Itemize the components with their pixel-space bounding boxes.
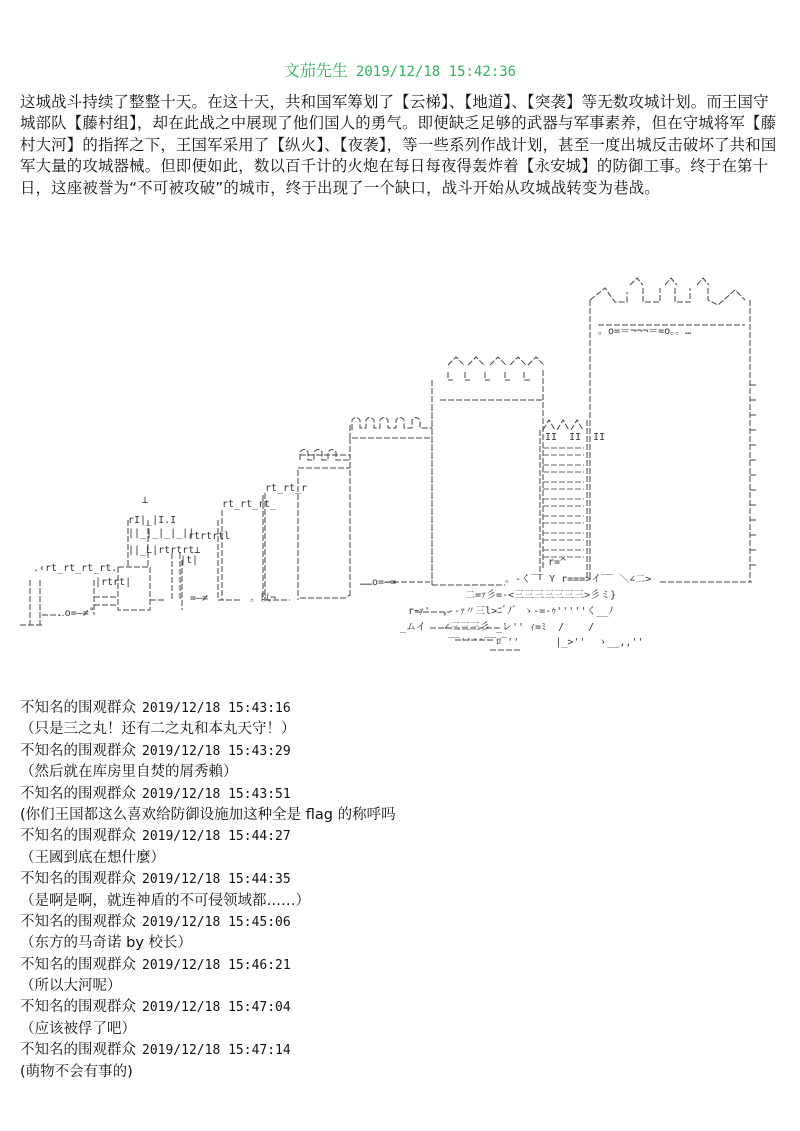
post-author: 文茄先生	[283, 61, 348, 80]
art-label: 。以¬	[250, 593, 277, 604]
comment-timestamp: 2019/12/18 15:44:27	[142, 829, 291, 845]
art-label: ||_|_|_|_||	[128, 528, 195, 539]
comment-timestamp: 2019/12/18 15:43:29	[142, 743, 291, 759]
comment-text: （应该被俘了吧）	[20, 1020, 136, 1037]
comment-user: 不知名的围观群众	[20, 700, 136, 716]
art-label: 。-く‾‾ Y r===>イ‾‾ ＼∠二>	[505, 574, 652, 585]
art-label: rI|_|I.I	[128, 515, 177, 526]
art-label: rt_rt_r	[265, 483, 308, 494]
comment-user: 不知名的围观群众	[20, 1042, 136, 1059]
comment-user: 不知名的围观群众	[20, 828, 136, 845]
comment-timestamp: 2019/12/18 15:43:16	[142, 701, 291, 716]
comment-text: （王國到底在想什麼）	[20, 849, 165, 866]
post-timestamp: 2019/12/18 15:42:36	[355, 64, 517, 80]
comment-item	[20, 1040, 780, 1083]
art-label: 二=ｧ彡=-<三三三三三三三>彡ミ}	[465, 590, 617, 601]
comment-user: 不知名的围观群众	[20, 913, 136, 930]
art-label: |rtrt|	[95, 577, 132, 588]
comment-text: (你们王国都这么喜欢给防御设施加这种全是 flag 的称呼吗	[20, 806, 396, 823]
comment-item	[20, 741, 780, 784]
comment-item	[20, 826, 780, 869]
comment-user: 不知名的围观群众	[20, 785, 136, 802]
art-label: ⊥	[142, 495, 149, 506]
comment-text: (萌物不会有事的)	[20, 1063, 133, 1080]
comment-timestamp: 2019/12/18 15:44:35	[142, 872, 291, 888]
art-label: =―≠	[190, 593, 209, 604]
art-label: rtrtrtl	[188, 531, 231, 542]
art-label: ||_L|rtrtrt⊥	[128, 545, 201, 556]
art-label: r=^	[548, 557, 567, 568]
art-label: rｰｧ' ,-‐ｧ〃三l>ﾆﾞﾉﾞ ゝ-=-ｩ'''''く__ﾉ	[408, 606, 614, 617]
comment-text: （是啊是啊，就连神盾的不可侵领域都……）	[20, 892, 310, 909]
comment-user: 不知名的围观群众	[20, 956, 136, 973]
art-label: ‾‾''''‾‾ﾛ‾'' |_>'' ゝ__,,''	[448, 637, 644, 648]
comment-user: 不知名的围观群众	[20, 742, 136, 759]
comment-item	[20, 912, 780, 955]
art-label: rt_rt_rt_	[222, 499, 277, 510]
post-header	[0, 58, 800, 81]
comment-text: （只是三之丸！还有二之丸和本丸天守！）	[20, 721, 296, 738]
art-label: _ムイ ∠三三三彡 _レ'' ｨ=ﾐ / /	[400, 622, 595, 633]
comment-item	[20, 997, 780, 1040]
comment-item	[20, 869, 780, 912]
comment-text: （东方的马奇诺 by 校长）	[20, 935, 193, 952]
comment-text: （所以大河呢）	[20, 978, 122, 995]
castle-ascii-art	[0, 270, 800, 690]
art-label: .‹rt_rt_rt_rt.	[33, 563, 118, 574]
post-body: 这城战斗持续了整整十天。在这十天，共和国军筹划了【云梯】、【地道】、【突袭】等无数攻城计划。而王国守城部队【藤村组】，却在此战之中展现了他们国人的勇气。即便缺乏足够的武器与军事素养，但在守城将军【藤村大河】的指挥之下，王国军采用了【纵火】、【夜袭】，等一些系列作战计划，甚至一度出城反击破坏了共和国军大量的攻城器械。但即便如此，数以百千计的火炮在每日每夜得轰炸着【永安城】的防御工事。终于在第十日，这座被誉为“不可被攻破”的城市，终于出现了一个缺口，战斗开始从攻城战转变为巷战。	[20, 93, 777, 197]
art-label: ……o=―=	[360, 577, 397, 588]
comment-user: 不知名的围观群众	[20, 999, 136, 1016]
comment-item	[20, 698, 780, 741]
comment-list	[20, 698, 780, 1083]
art-label: |t|	[180, 555, 199, 566]
art-label: II II II	[545, 432, 606, 443]
comment-timestamp: 2019/12/18 15:46:21	[142, 957, 291, 973]
comment-timestamp: 2019/12/18 15:45:06	[142, 914, 291, 930]
comment-item	[20, 784, 780, 827]
comment-item	[20, 955, 780, 998]
comment-text: （然后就在库房里自焚的屑秀賴）	[20, 764, 238, 781]
art-label: ‥o=―≠˚	[58, 608, 95, 619]
comment-timestamp: 2019/12/18 15:47:04	[142, 1000, 291, 1016]
comment-timestamp: 2019/12/18 15:47:14	[142, 1043, 291, 1059]
comment-user: 不知名的围观群众	[20, 871, 136, 888]
comment-timestamp: 2019/12/18 15:43:51	[142, 786, 291, 802]
art-label: 。o=＝¬¬¬＝=o。。…	[598, 326, 692, 337]
